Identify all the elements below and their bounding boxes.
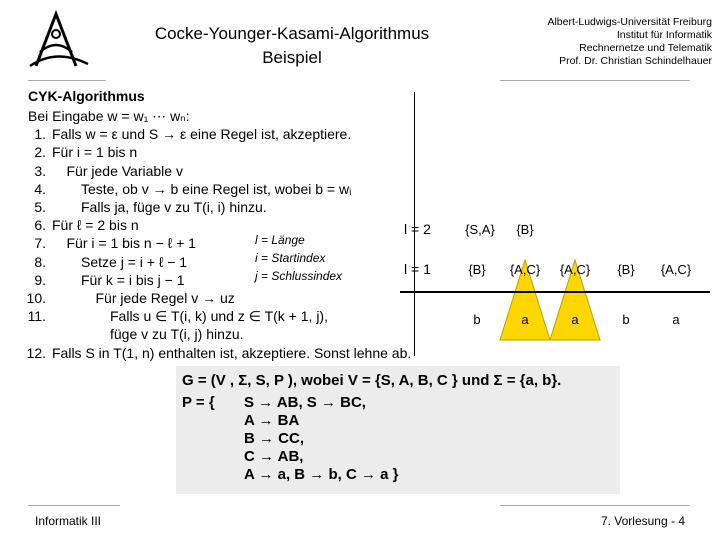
line-number: 4.: [34, 180, 46, 197]
line-number: 11.: [27, 308, 46, 325]
cell-l2-1: {S,A}: [465, 222, 495, 237]
line-number: 3.: [34, 162, 46, 179]
production-rule: A → a, B → b, C → a }: [244, 466, 399, 483]
production-rule: B → CC,: [244, 430, 304, 447]
line-text: Setze j = i + ℓ − 1: [81, 253, 188, 270]
line-number: 1.: [34, 126, 46, 143]
line-text: Falls u ∈ T(i, k) und z ∈ T(k + 1, j),: [110, 308, 328, 325]
input-char: a: [571, 312, 579, 327]
production-rule: C → AB,: [244, 448, 304, 465]
line-text: Für ℓ = 2 bis n: [52, 217, 139, 234]
production-rule: S → AB, S → BC,: [244, 394, 366, 411]
line-number: 5.: [34, 199, 46, 215]
cell-l1-4: {B}: [617, 262, 635, 277]
line-text: Für i = 1 bis n − ℓ + 1: [66, 235, 196, 252]
input-char: b: [473, 312, 481, 327]
line-number: 12.: [26, 344, 46, 361]
line-text: füge v zu T(i, j) hinzu.: [110, 326, 244, 343]
grammar-box: [176, 366, 620, 494]
line-number: 7.: [34, 235, 46, 252]
row-label-l1: l = 1: [404, 261, 431, 277]
line-number: 8.: [34, 253, 46, 270]
algorithm-title: CYK-Algorithmus: [28, 88, 145, 104]
line-text: Für i = 1 bis n: [52, 144, 138, 161]
line-number: 6.: [34, 217, 46, 234]
legend-length: l = Länge: [255, 233, 305, 247]
institution-block: [500, 16, 712, 68]
cell-l1-2: {A,C}: [509, 262, 541, 277]
index-legend: [255, 231, 342, 285]
input-char: b: [622, 312, 630, 327]
cyk-table: [400, 210, 710, 345]
production-rule: A → BA: [244, 412, 300, 429]
productions-label: P = {: [182, 394, 215, 411]
line-text: Teste, ob v → b eine Regel ist, wobei b = wᵢ: [81, 180, 352, 197]
line-text: Bei Eingabe w = w₁ ⋯ wₙ:: [28, 108, 190, 124]
input-char: a: [672, 312, 680, 327]
cell-l1-5: {A,C}: [660, 262, 692, 277]
footer-course: Informatik III: [35, 514, 102, 528]
divider: [28, 505, 120, 506]
slide-title: [112, 22, 472, 70]
row-label-l2: l = 2: [404, 221, 431, 237]
institution-line: Albert-Ludwigs-Universität Freiburg: [547, 16, 712, 28]
footer-lecture: 7. Vorlesung - 4: [600, 514, 685, 528]
title-line2: Beispiel: [262, 48, 322, 67]
institution-line: Institut für Informatik: [616, 29, 712, 41]
line-text: Falls S in T(1, n) enthalten ist, akzeptiere. Sonst lehne ab.: [52, 344, 412, 361]
line-number: 2.: [34, 144, 46, 161]
line-text: Falls w = ε und S → ε eine Regel ist, akzeptiere.: [52, 126, 352, 143]
institution-line: Rechnernetze und Telematik: [579, 42, 712, 54]
input-char: a: [521, 312, 529, 327]
grammar-definition: G = (V , Σ, S, P ), wobei V = {S, A, B, C } und Σ = {a, b}.: [182, 372, 562, 389]
line-number: 9.: [34, 271, 46, 288]
divider: [28, 80, 106, 81]
cell-l1-3: {A,C}: [559, 262, 591, 277]
line-number: 10.: [26, 290, 46, 306]
title-line1: Cocke-Younger-Kasami-Algorithmus: [154, 24, 430, 43]
divider: [500, 505, 690, 506]
divider: [500, 80, 690, 81]
university-logo: [28, 8, 108, 70]
cell-l1-1: {B}: [468, 262, 486, 277]
cell-l2-2: {B}: [516, 222, 534, 237]
line-text: Für k = i bis j − 1: [81, 271, 185, 288]
line-text: Für jede Regel v → uz: [95, 290, 235, 306]
line-text: Für jede Variable v: [66, 162, 183, 179]
legend-start: i = Startindex: [255, 251, 326, 265]
legend-end: j = Schlussindex: [255, 269, 343, 283]
institution-line: Prof. Dr. Christian Schindelhauer: [559, 55, 712, 67]
line-text: Falls ja, füge v zu T(i, i) hinzu.: [81, 199, 267, 215]
